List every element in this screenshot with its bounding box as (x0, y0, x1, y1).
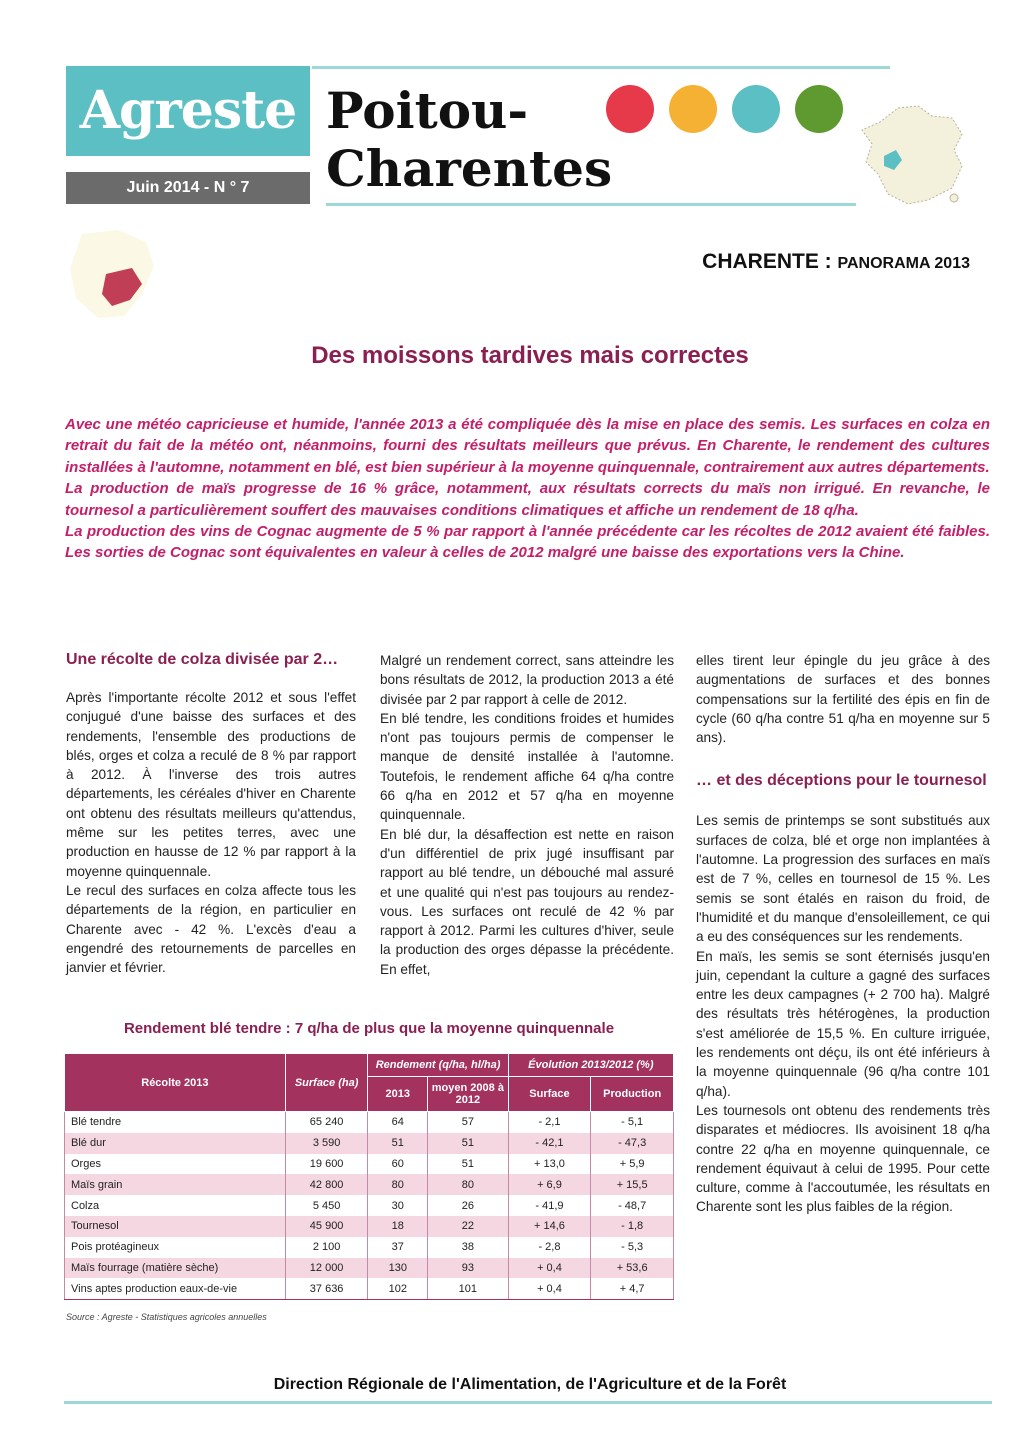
surface-cell: 3 590 (285, 1133, 368, 1154)
intro-summary (65, 414, 990, 564)
yield-2013-cell: 37 (368, 1237, 428, 1258)
crop-name-cell: Tournesol (65, 1216, 286, 1237)
header-bottom-rule (326, 203, 856, 206)
body-paragraph: En blé dur, la désaffection est nette en raison d'un différentiel de prix jugé insuffisant par rapport au blé tendre, un débouché mal assuré et une qualité qui n'est pas toujours au rendez-vous. Les surfaces ont reculé de 42 % par rapport à 2012. Parmi les cultures d'hiver, seule la production des orges dépasse la précédente. En effet, (380, 826, 674, 977)
table-row (65, 1278, 674, 1299)
crop-name-cell: Blé tendre (65, 1112, 286, 1133)
body-paragraph: Le recul des surfaces en colza affecte tous les départements de la région, en particulier en Charente avec - 42 %. L'excès d'eau a engendré des retournements de parcelles en janvier et février. (66, 882, 356, 976)
yield-average-cell: 101 (428, 1278, 509, 1299)
table-row (65, 1216, 674, 1237)
production-change-cell: + 5,9 (591, 1154, 674, 1175)
surface-cell: 45 900 (285, 1216, 368, 1237)
production-change-cell: + 4,7 (591, 1278, 674, 1299)
surface-change-cell: + 6,9 (508, 1174, 591, 1195)
body-paragraph: En blé tendre, les conditions froides et humides n'ont pas toujours permis de compenser le manque de densité installée à l'automne. Toutefois, le rendement affiche 64 q/ha contre 66 q/ha en 2012 et 57 q/ha en moyenne quinquennale. (380, 710, 674, 823)
france-map-icon (858, 104, 970, 210)
table-row (65, 1154, 674, 1175)
intro-paragraph: La production des vins de Cognac augmente de 5 % par rapport à l'année précédente car les récoltes de 2012 avaient été faibles. Les sorties de Cognac sont équivalentes en valeur à celles de 2012 malgré une baisse des exportations vers la Chine. (65, 523, 990, 562)
yield-average-cell: 22 (428, 1216, 509, 1237)
table-row (65, 1195, 674, 1216)
surface-change-cell: + 14,6 (508, 1216, 591, 1237)
crop-name-cell: Blé dur (65, 1133, 286, 1154)
surface-cell: 42 800 (285, 1174, 368, 1195)
yield-average-cell: 51 (428, 1133, 509, 1154)
header-evolution-surface: Surface (508, 1077, 591, 1112)
body-paragraph: elles tirent leur épingle du jeu grâce à des augmentations de surfaces et des bonnes compensations sur la fertilité des épis en fin de cycle (60 q/ha contre 51 q/ha en moyenne sur 5 ans). (696, 653, 990, 746)
surface-cell: 5 450 (285, 1195, 368, 1216)
production-change-cell: - 48,7 (591, 1195, 674, 1216)
teal-dot-icon (732, 85, 780, 133)
crop-name-cell: Maïs grain (65, 1174, 286, 1195)
region-title (326, 82, 612, 198)
header-evolution: Évolution 2013/2012 (%) (508, 1054, 673, 1077)
table-source: Source : Agreste - Statistiques agricoles annuelles (66, 1312, 267, 1322)
intro-paragraph: Avec une météo capricieuse et humide, l'année 2013 a été compliquée dès la mise en place des semis. Les surfaces en colza en retrait du fait de la météo ont, néanmoins, fourni des résultats meilleurs que prévus. En Charente, le rendement des cultures installées à l'automne, notamment en blé, est bien supérieur à la moyenne quinquennale, contrairement aux autres départements. (65, 416, 990, 476)
intro-paragraph: La production de maïs progresse de 16 % grâce, notamment, aux résultats corrects du maïs non irrigué. En revanche, le tournesol a particulièrement souffert des mauvaises conditions climatiques et affiche un rendement de 18 q/ha. (65, 480, 990, 519)
yield-2013-cell: 30 (368, 1195, 428, 1216)
table-row (65, 1258, 674, 1279)
red-dot-icon (606, 85, 654, 133)
surface-change-cell: - 2,1 (508, 1112, 591, 1133)
body-paragraph: Les semis de printemps se sont substitués aux surfaces de colza, blé et orge non implantées à l'automne. La progression des surfaces en maïs est de 7 %, celles en tournesol de 15 %. Les semis se sont étalés en raison du froid, de l'humidité et du manque d'ensoleillement, ce qui a eu des conséquences sur les rendements. (696, 813, 990, 945)
header-rendement-2013: 2013 (368, 1077, 428, 1112)
header-surface: Surface (ha) (285, 1054, 368, 1112)
harvest-table (64, 1053, 674, 1300)
yield-average-cell: 57 (428, 1112, 509, 1133)
surface-change-cell: - 42,1 (508, 1133, 591, 1154)
panorama-label (702, 250, 970, 274)
body-paragraph: Malgré un rendement correct, sans atteindre les bons résultats de 2012, la production 2013 a été divisée par 2 par rapport à celle de 2012. (380, 653, 674, 707)
production-change-cell: - 1,8 (591, 1216, 674, 1237)
table-title: Rendement blé tendre : 7 q/ha de plus que la moyenne quinquennale (123, 1020, 615, 1037)
section-heading-tournesol: … et des déceptions pour le tournesol (696, 772, 987, 790)
surface-cell: 2 100 (285, 1237, 368, 1258)
production-change-cell: + 53,6 (591, 1258, 674, 1279)
crop-name-cell: Vins aptes production eaux-de-vie (65, 1278, 286, 1299)
surface-cell: 65 240 (285, 1112, 368, 1133)
region-map-icon (62, 224, 162, 324)
footer-organization: Direction Régionale de l'Alimentation, de l'Agriculture et de la Forêt (273, 1376, 787, 1393)
region-title-line2: Charentes (326, 139, 613, 198)
production-change-cell: + 15,5 (591, 1174, 674, 1195)
surface-change-cell: + 0,4 (508, 1278, 591, 1299)
header-recolte: Récolte 2013 (65, 1054, 286, 1112)
crop-name-cell: Pois protéagineux (65, 1237, 286, 1258)
yield-2013-cell: 51 (368, 1133, 428, 1154)
region-title-line1: Poitou- (326, 81, 529, 140)
yield-average-cell: 51 (428, 1154, 509, 1175)
footer-rule (64, 1401, 992, 1404)
yield-2013-cell: 130 (368, 1258, 428, 1279)
yield-2013-cell: 80 (368, 1174, 428, 1195)
production-change-cell: - 47,3 (591, 1133, 674, 1154)
headline: Des moissons tardives mais correctes (311, 342, 749, 369)
surface-cell: 19 600 (285, 1154, 368, 1175)
yield-2013-cell: 60 (368, 1154, 428, 1175)
agreste-logo: Agreste (66, 66, 310, 156)
column-3 (696, 651, 990, 1217)
column-2 (380, 651, 674, 979)
yield-2013-cell: 102 (368, 1278, 428, 1299)
panorama-year: PANORAMA 2013 (837, 255, 970, 272)
crop-name-cell: Colza (65, 1195, 286, 1216)
production-change-cell: - 5,3 (591, 1237, 674, 1258)
table-row (65, 1174, 674, 1195)
green-dot-icon (795, 85, 843, 133)
surface-change-cell: - 2,8 (508, 1237, 591, 1258)
yield-2013-cell: 64 (368, 1112, 428, 1133)
surface-cell: 37 636 (285, 1278, 368, 1299)
body-paragraph: Après l'importante récolte 2012 et sous l'effet conjugué d'une baisse des surfaces et des rendements, l'ensemble des productions de blés, orges et colza a reculé de 8 % par rapport à 2012. À l'inverse des trois autres départements, les céréales d'hiver en Charente ont obtenu des résultats meilleurs qu'attendus, même sur les petites terres, avec une production en hausse de 12 % par rapport à la moyenne quinquennale. (66, 690, 356, 879)
section-heading-colza: Une récolte de colza divisée par 2… (66, 651, 339, 668)
header-rendement-moyen: moyen 2008 à 2012 (428, 1077, 509, 1112)
surface-change-cell: - 41,9 (508, 1195, 591, 1216)
table-row (65, 1237, 674, 1258)
table-row (65, 1133, 674, 1154)
header-rendement: Rendement (q/ha, hl/ha) (368, 1054, 508, 1077)
column-1 (66, 648, 356, 977)
yield-2013-cell: 18 (368, 1216, 428, 1237)
yield-average-cell: 38 (428, 1237, 509, 1258)
table-row (65, 1112, 674, 1133)
surface-change-cell: + 13,0 (508, 1154, 591, 1175)
production-change-cell: - 5,1 (591, 1112, 674, 1133)
yield-average-cell: 93 (428, 1258, 509, 1279)
crop-name-cell: Maïs fourrage (matière sèche) (65, 1258, 286, 1279)
department-name: CHARENTE : (702, 250, 832, 273)
issue-number: Juin 2014 - N ° 7 (66, 172, 310, 204)
orange-dot-icon (669, 85, 717, 133)
yield-average-cell: 80 (428, 1174, 509, 1195)
surface-cell: 12 000 (285, 1258, 368, 1279)
yield-average-cell: 26 (428, 1195, 509, 1216)
surface-change-cell: + 0,4 (508, 1258, 591, 1279)
header-top-rule (312, 66, 890, 69)
header-evolution-production: Production (591, 1077, 674, 1112)
body-paragraph: En maïs, les semis se sont éternisés jusqu'en juin, cependant la culture a gagné des surfaces entre les deux campagnes (+ 2 700 ha). Malgré des résultats très hétérogènes, la production s'est améliorée de 15,5 %. En culture irriguée, les rendements ont déçu, ils ont été inférieurs à la moyenne quinquennale (96 q/ha contre 101 q/ha). (696, 948, 990, 1099)
crop-name-cell: Orges (65, 1154, 286, 1175)
body-paragraph: Les tournesols ont obtenu des rendements très disparates et médiocres. Ils avoisinent 18 q/ha contre 22 q/ha en moyenne quinquennale, ce rendement équivaut à celui de 1995. Pour cette culture, comme à l'accoutumée, les résultats en Charente sont les plus faibles de la région. (696, 1102, 990, 1215)
